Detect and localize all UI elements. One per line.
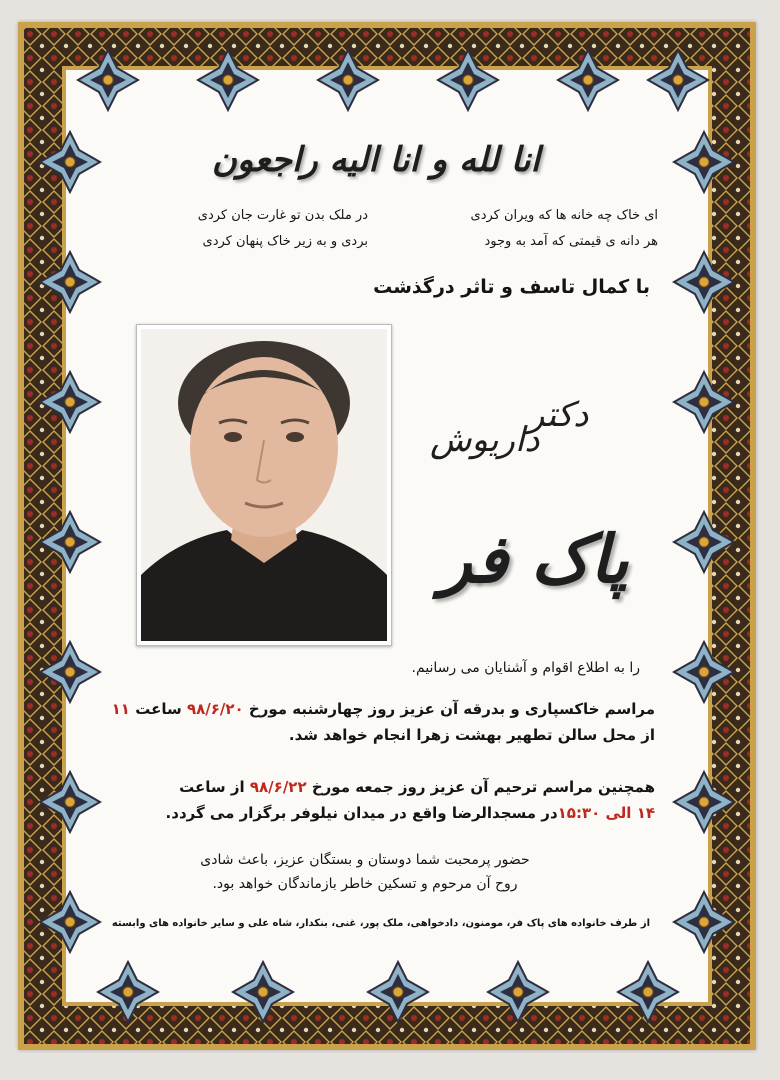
intro-line: با کمال تاسف و تاثر درگذشت bbox=[373, 276, 650, 298]
memorial-line2-text: در مسجدالرضا واقع در میدان نیلوفر برگزار می گردد. bbox=[165, 804, 558, 822]
memorial-date: ۹۸/۶/۲۲ bbox=[249, 778, 307, 796]
closing-line2: روح آن مرحوم و تسکین خاطر بازماندگان خواهد بود. bbox=[212, 876, 518, 892]
memorial-line1-end: از ساعت bbox=[179, 778, 245, 796]
burial-time: ۱۱ bbox=[111, 700, 130, 718]
deceased-title: دکتر bbox=[528, 395, 589, 435]
family-signature: از طرف خانواده های پاک فر، مومنون، دادخواهی، ملک پور، غنی، بنکدار، شاه علی و سایر خانواده های وابسته bbox=[111, 918, 650, 929]
portrait-image bbox=[137, 325, 391, 645]
burial-date: ۹۸/۶/۲۰ bbox=[186, 700, 244, 718]
poem-right-line2: هر دانه ی قیمتی که آمد به وجود bbox=[484, 234, 658, 249]
poem-left-line2: بردی و به زیر خاک پنهان کردی bbox=[202, 234, 368, 249]
invocation-heading: انا لله و انا الیه راجعون bbox=[211, 140, 540, 180]
deceased-photo bbox=[136, 324, 392, 646]
closing-line1: حضور پرمحبت شما دوستان و بستگان عزیز، باعث شادی bbox=[200, 852, 530, 868]
burial-line1-text: مراسم خاکسپاری و بدرقه آن عزیز روز چهارشنبه مورخ bbox=[248, 700, 655, 718]
burial-line1 bbox=[100, 700, 655, 718]
memorial-line2 bbox=[100, 804, 655, 822]
burial-time-label: ساعت bbox=[135, 700, 182, 718]
poem-left-line1: در ملک بدن تو غارت جان کردی bbox=[197, 208, 368, 223]
burial-line2: از محل سالن تطهیر بهشت زهرا انجام خواهد شد. bbox=[288, 726, 655, 744]
deceased-last-name: پاک فر bbox=[440, 520, 629, 598]
memorial-line1-text: همچنین مراسم ترحیم آن عزیز روز جمعه مورخ bbox=[311, 778, 655, 796]
memorial-time-range: ۱۴ الی ۱۵:۳۰ bbox=[557, 804, 655, 822]
notice-line: را به اطلاع اقوام و آشنایان می رسانیم. bbox=[411, 660, 640, 676]
deceased-first-name: داریوش bbox=[430, 420, 540, 460]
poem-right-line1: ای خاک چه خانه ها که ویران کردی bbox=[470, 208, 658, 223]
memorial-line1 bbox=[100, 778, 655, 796]
